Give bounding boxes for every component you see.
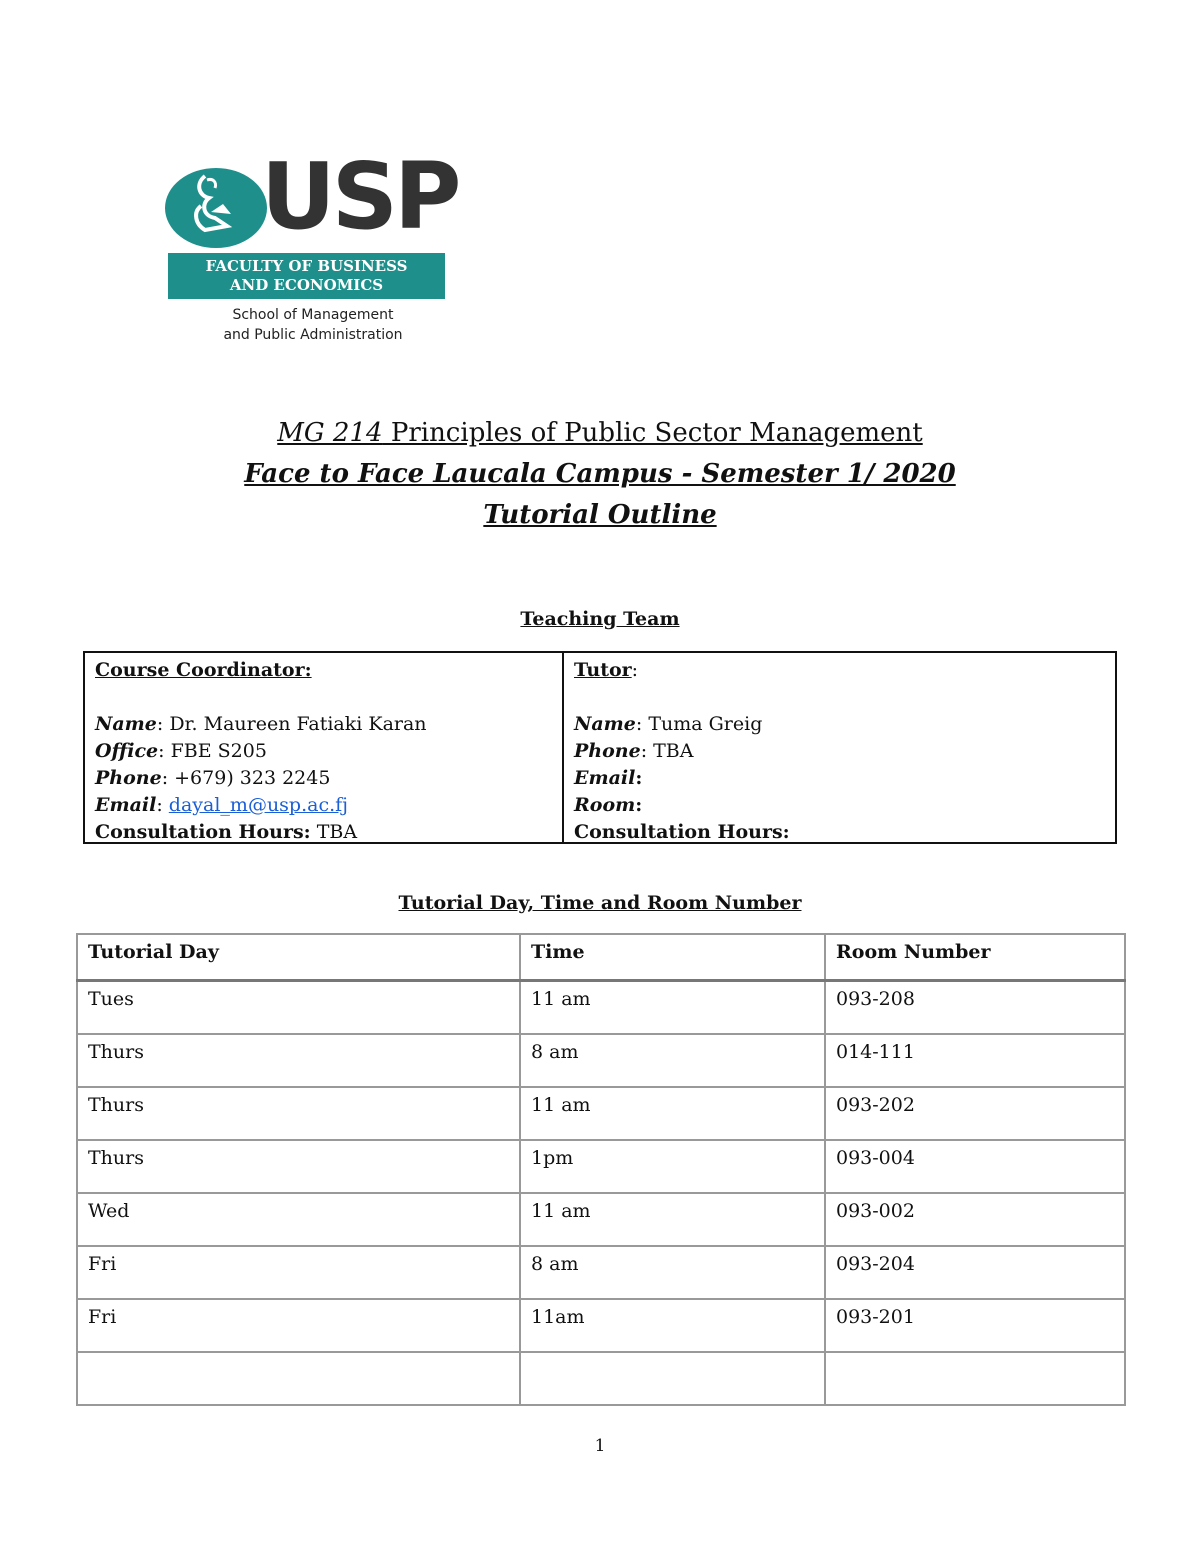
course-name: Principles of Public Sector Management [382,418,923,448]
tutor-room-line: Room: [574,794,643,816]
cell-day: Fri [77,1246,520,1299]
table-row [77,1087,1125,1140]
document-title-block [0,413,1200,536]
delivery-title: Face to Face Laucala Campus - Semester 1/ 2020 [244,459,956,489]
tutor-name-line: Name: Tuma Greig [574,713,763,735]
coordinator-email-link[interactable]: dayal_m@usp.ac.fj [168,794,349,816]
column-header-time: Time [520,934,825,981]
column-header-day: Tutorial Day [77,934,520,981]
table-row-empty [77,1352,1125,1405]
course-code: MG 214 [277,418,383,448]
table-row [77,1140,1125,1193]
cell-day: Fri [77,1299,520,1352]
cell-time: 11 am [520,1193,825,1246]
table-row [77,1193,1125,1246]
cell-time: 11 am [520,1087,825,1140]
cell-room: 093-004 [825,1140,1125,1193]
cell-day [77,1352,520,1405]
table-row [77,1246,1125,1299]
cell-time: 8 am [520,1246,825,1299]
logo-band-line2: AND ECONOMICS [229,276,384,294]
cell-room: 014-111 [825,1034,1125,1087]
tutorial-schedule-heading: Tutorial Day, Time and Room Number [398,892,802,914]
teaching-team-heading: Teaching Team [520,608,680,630]
logo-school-name [208,305,418,345]
tutor-hours-line: Consultation Hours: [574,821,790,843]
cell-room [825,1352,1125,1405]
cell-room: 093-204 [825,1246,1125,1299]
cell-time: 11 am [520,981,825,1035]
cell-room: 093-202 [825,1087,1125,1140]
coordinator-cell [85,653,564,842]
tutor-phone-line: Phone: TBA [574,740,694,762]
table-header-row [77,934,1125,981]
cell-room: 093-208 [825,981,1125,1035]
logo-faculty-band [168,253,445,299]
coordinator-name-line: Name: Dr. Maureen Fatiaki Karan [95,713,427,735]
cell-day: Thurs [77,1034,520,1087]
logo-sub-line1: School of Management [232,307,394,323]
coordinator-office-line: Office: FBE S205 [95,740,267,762]
column-header-room: Room Number [825,934,1125,981]
table-row [77,1299,1125,1352]
page-number: 1 [594,1436,606,1456]
tutor-heading-line: Tutor: [574,659,639,681]
cell-room: 093-002 [825,1193,1125,1246]
cell-time [520,1352,825,1405]
coordinator-heading: Course Coordinator: [95,659,312,681]
table-row [77,1034,1125,1087]
cell-day: Thurs [77,1087,520,1140]
course-title [0,413,1200,454]
coordinator-email-line: Email: dayal_m@usp.ac.fj [95,794,349,816]
table-row [77,981,1125,1035]
cell-day: Thurs [77,1140,520,1193]
logo-band-line1: FACULTY OF BUSINESS [205,257,408,275]
tutor-heading: Tutor [574,659,632,681]
cell-day: Wed [77,1193,520,1246]
tutor-cell [564,653,1115,842]
usp-logo [165,143,458,345]
cell-room: 093-201 [825,1299,1125,1352]
cell-time: 11am [520,1299,825,1352]
logo-wordmark: USP [261,143,458,250]
cell-day: Tues [77,981,520,1035]
tutorial-schedule-table [76,933,1126,1406]
coordinator-hours-line: Consultation Hours: TBA [95,821,358,843]
cell-time: 8 am [520,1034,825,1087]
teaching-team-box [83,651,1117,844]
doc-type-title: Tutorial Outline [483,500,717,530]
cell-time: 1pm [520,1140,825,1193]
coordinator-phone-line: Phone: +679) 323 2245 [95,767,331,789]
usp-emblem-icon [165,168,267,248]
logo-sub-line2: and Public Administration [223,327,403,343]
tutor-email-line: Email: [574,767,643,789]
